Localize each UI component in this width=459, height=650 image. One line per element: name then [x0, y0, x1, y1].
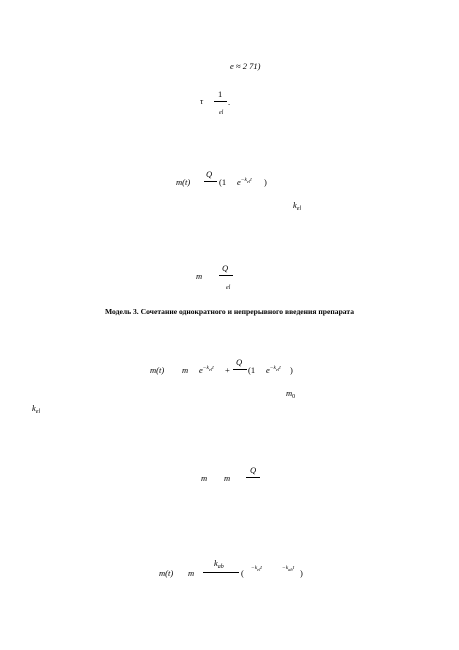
tau-fraction-bar [214, 101, 227, 102]
euler-constant-note: e ≈ 2 71) [230, 61, 261, 71]
limit-numerator: Q [222, 263, 229, 273]
absorption-exp2: $-k_{ab}t$ [282, 565, 295, 572]
combined-exp2: $e^{-k_{el}t}$ [266, 365, 281, 375]
m-m-second: m [224, 473, 231, 483]
combined-lhs: m(t) [150, 365, 165, 375]
m-m-fraction-bar [246, 477, 260, 478]
kel-right-label: $k_{el}$ [293, 200, 302, 212]
limit-denominator: el [226, 285, 231, 291]
tau-numerator: 1 [218, 89, 223, 99]
saturation-paren-open: (1 [219, 177, 227, 187]
absorption-exp1: $-k_{el}t$ [251, 565, 262, 572]
absorption-paren-open: ( [241, 568, 244, 578]
saturation-exp-term: $e^{-k_{el}t}$ [237, 177, 252, 187]
saturation-lhs: m(t) [176, 177, 191, 187]
combined-paren-open: (1 [248, 365, 256, 375]
m-m-first: m [201, 473, 208, 483]
saturation-fraction-bar [204, 181, 217, 182]
absorption-paren-close: ) [300, 568, 303, 578]
absorption-fraction-bar [203, 572, 239, 573]
limit-m: m [196, 271, 203, 281]
m0-label: $m_0$ [286, 388, 296, 400]
section-heading: Модель 3. Сочетание однократного и непрерывного введения препарата [104, 307, 355, 316]
combined-fraction-bar [233, 369, 247, 370]
kel-left-label: $k_{el}$ [32, 403, 41, 415]
tau-symbol: τ [200, 96, 204, 106]
combined-exp1: $e^{-k_{el}t}$ [199, 365, 214, 375]
combined-paren-close: ) [290, 365, 293, 375]
combined-plus: + [225, 365, 230, 375]
tau-denominator: el [219, 110, 224, 116]
absorption-lhs: m(t) [159, 568, 174, 578]
limit-fraction-bar [219, 275, 233, 276]
absorption-numerator: $k_{ab}$ [214, 558, 224, 570]
m-m-numerator: Q [250, 465, 257, 475]
absorption-m: m [188, 568, 195, 578]
combined-m: m [182, 365, 189, 375]
combined-numerator: Q [236, 357, 243, 367]
saturation-numerator: Q [206, 169, 213, 179]
saturation-paren-close: ) [264, 177, 267, 187]
tau-dot: . [228, 97, 231, 107]
